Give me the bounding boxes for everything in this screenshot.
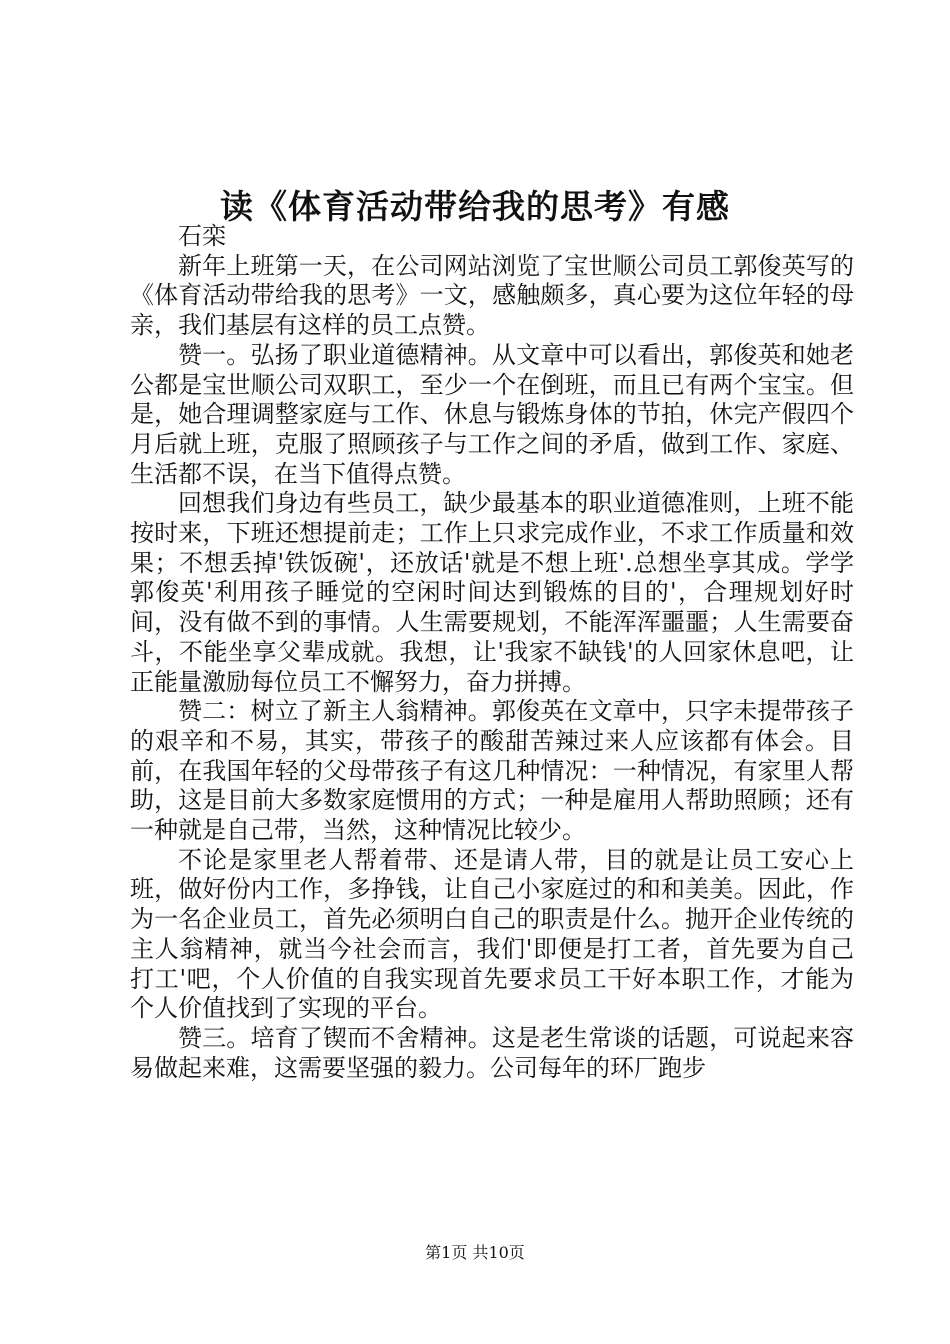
document-body [130,222,854,1083]
page-number-footer: 第1页 共10页 [425,1243,525,1262]
paragraph-3: 回想我们身边有些员工，缺少最基本的职业道德准则，上班不能按时来，下班还想提前走；工作上只求完成作业，不求工作质量和效果；不想丢掉'铁饭碗'，还放话'就是不想上班'.总想坐享其成。学学郭俊英'利用孩子睡觉的空闲时间达到锻炼的目的'，合理规划好时间，没有做不到的事情。人生需要规划，不能浑浑噩噩；人生需要奋斗，不能坐享父辈成就。我想，让'我家不缺钱'的人回家休息吧，让正能量激励每位员工不懈努力，奋力拼搏。 [130,489,854,696]
paragraph-1: 新年上班第一天，在公司网站浏览了宝世顺公司员工郭俊英写的《体育活动带给我的思考》一文，感触颇多，真心要为这位年轻的母亲，我们基层有这样的员工点赞。 [130,251,854,340]
paragraph-2: 赞一。弘扬了职业道德精神。从文章中可以看出，郭俊英和她老公都是宝世顺公司双职工，至少一个在倒班，而且已有两个宝宝。但是，她合理调整家庭与工作、休息与锻炼身体的节拍，休完产假四个月后就上班，克服了照顾孩子与工作之间的矛盾，做到工作、家庭、生活都不误，在当下值得点赞。 [130,340,854,488]
paragraph-6: 赞三。培育了锲而不舍精神。这是老生常谈的话题，可说起来容易做起来难，这需要坚强的毅力。公司每年的环厂跑步 [130,1023,854,1082]
paragraph-4: 赞二：树立了新主人翁精神。郭俊英在文章中，只字未提带孩子的艰辛和不易，其实，带孩子的酸甜苦辣过来人应该都有体会。目前，在我国年轻的父母带孩子有这几种情况：一种情况，有家里人帮助，这是目前大多数家庭惯用的方式；一种是雇用人帮助照顾；还有一种就是自己带，当然，这种情况比较少。 [130,697,854,845]
author-name: 石栾 [178,222,226,250]
document-title: 读《体育活动带给我的思考》有感 [220,187,730,226]
paragraph-5: 不论是家里老人帮着带、还是请人带，目的就是让员工安心上班，做好份内工作，多挣钱，让自己小家庭过的和和美美。因此，作为一名企业员工，首先必须明白自己的职责是什么。抛开企业传统的主人翁精神，就当今社会而言，我们'即便是打工者，首先要为自己打工'吧，个人价值的自我实现首先要求员工干好本职工作，才能为个人价值找到了实现的平台。 [130,845,854,1023]
